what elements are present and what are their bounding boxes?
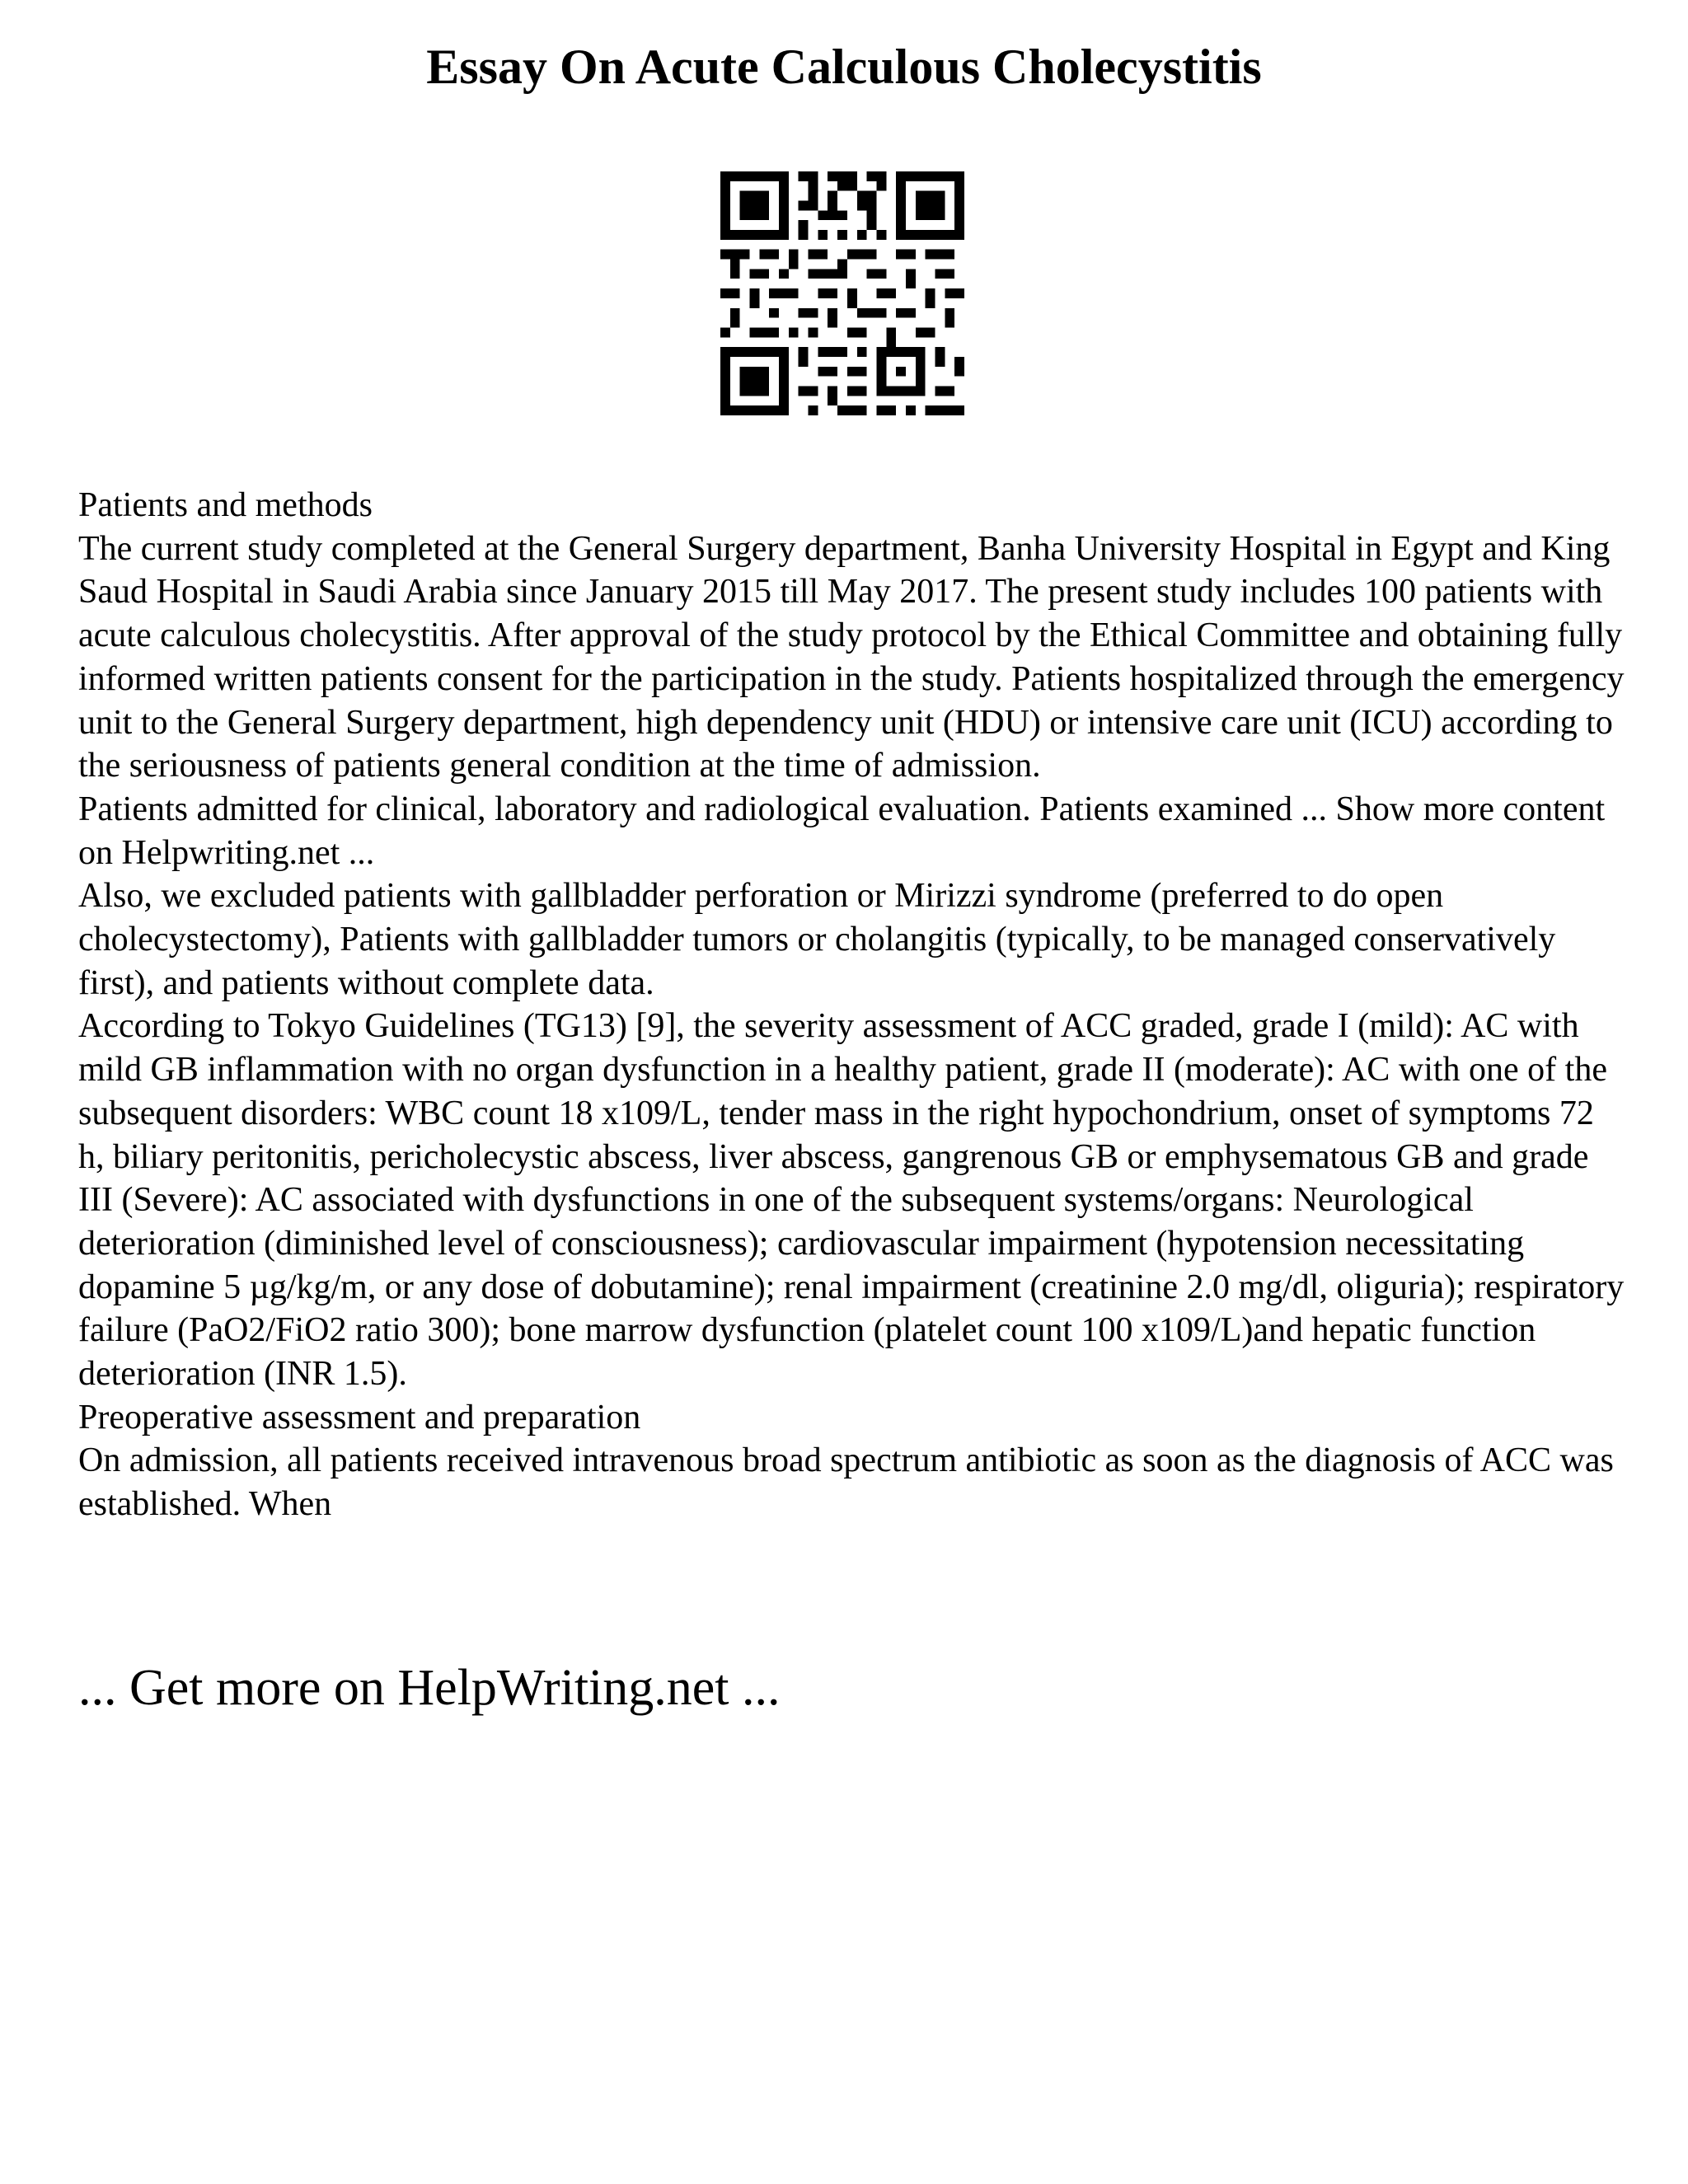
paragraph-admission-evaluation: Patients admitted for clinical, laboratory and radiological evaluation. Patients examined ... Show more content on Helpwriting.net ... (78, 790, 1606, 872)
section-heading-preoperative: Preoperative assessment and preparation (78, 1398, 641, 1436)
paragraph-severity-grading: According to Tokyo Guidelines (TG13) [9], the severity assessment of ACC graded, grade I (mild): AC with mild GB inflammation with no organ dysfunction in a healthy patient, grade II (moderate): AC with one of the subsequent disorders: WBC count 18 x109/L, tender mass in the right hypochondrium, onset of symptoms 72 h, biliary peritonitis, pericholecystic abscess, liver abscess, gangrenous GB or emphysematous GB and grade III (Severe): AC associated with dysfunctions in one of the subsequent systems/organs: Neurological deterioration (diminished level of consciousness); cardiovascular impairment (hypotension necessitating dopamine 5 µg/kg/m, or any dose of dobutamine); renal impairment (creatinine 2.0 mg/dl, oliguria); respiratory failure (PaO2/FiO2 ratio 300); bone marrow dysfunction (platelet count 100 x109/L)and hepatic function deterioration (INR 1.5). (78, 1007, 1625, 1394)
article-body (78, 484, 1628, 1526)
qr-code-icon (720, 171, 964, 415)
paragraph-exclusion-criteria: Also, we excluded patients with gallbladder perforation or Mirizzi syndrome (preferred to do open cholecystectomy), Patients with gallbladder tumors or cholangitis (typically, to be managed conservatively first), and patients without complete data. (78, 877, 1556, 1002)
paragraph-preoperative-antibiotics: On admission, all patients received intravenous broad spectrum antibiotic as soon as the diagnosis of ACC was established. When (78, 1441, 1614, 1524)
get-more-link[interactable]: ... Get more on HelpWriting.net ... (78, 1660, 781, 1716)
section-heading-patients-methods: Patients and methods (78, 486, 373, 524)
paragraph-study-setting: The current study completed at the General Surgery department, Banha University Hospital in Egypt and King Saud Hospital in Saudi Arabia since January 2015 till May 2017. The present study includes 100 patients with acute calculous cholecystitis. After approval of the study protocol by the Ethical Committee and obtaining fully informed written patients consent for the participation in the study. Patients hospitalized through the emergency unit to the General Surgery department, high dependency unit (HDU) or intensive care unit (ICU) according to the seriousness of patients general condition at the time of admission. (78, 529, 1625, 785)
page-title: Essay On Acute Calculous Cholecystitis (426, 40, 1262, 94)
